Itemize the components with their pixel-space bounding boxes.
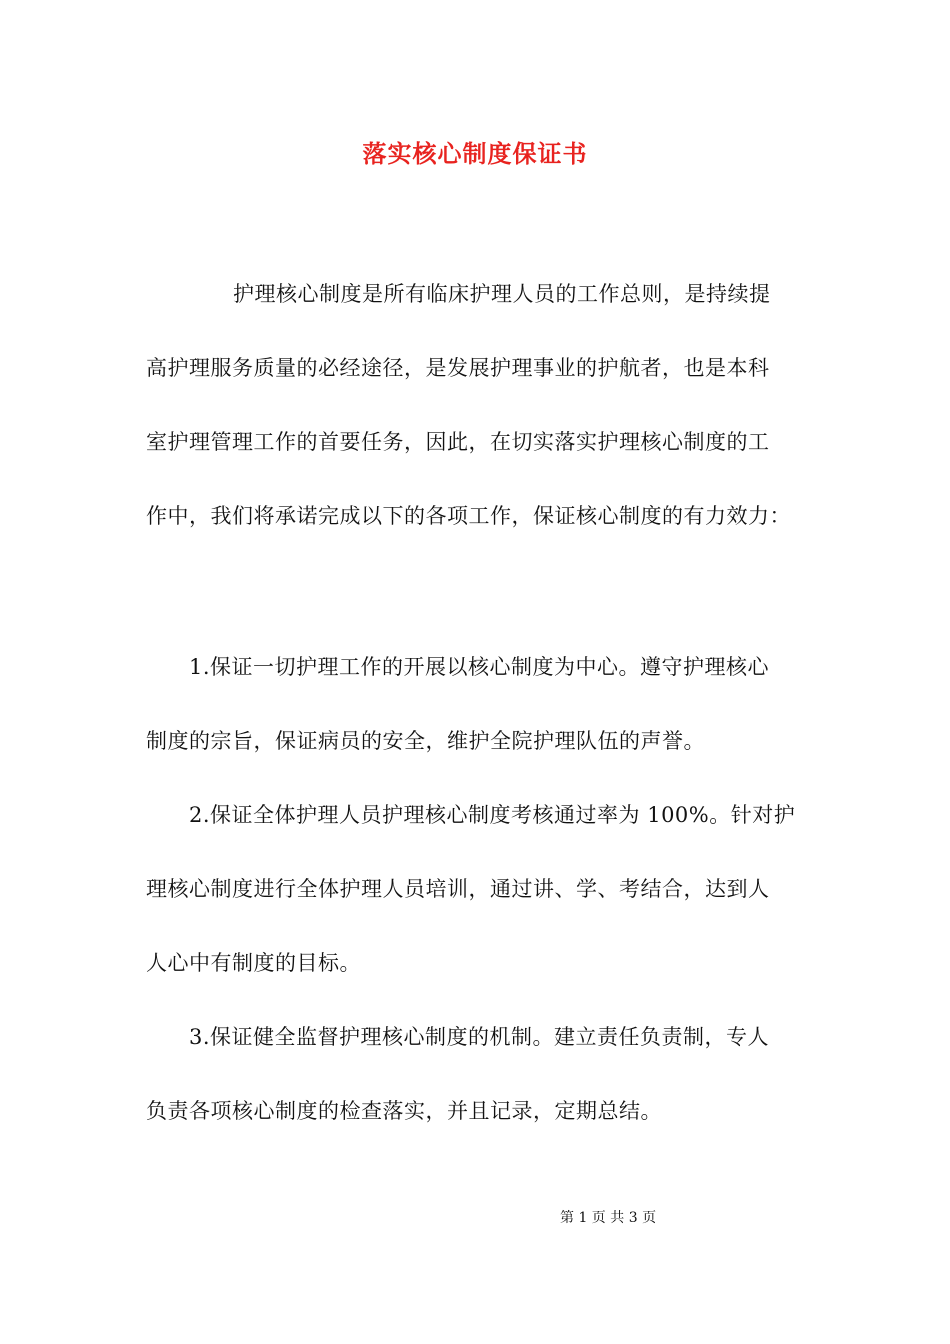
item-3-line-1: 3.保证健全监督护理核心制度的机制。建立责任负责制，专人 xyxy=(189,1025,770,1049)
item-1-line-2: 制度的宗旨，保证病员的安全，维护全院护理队伍的声誉。 xyxy=(146,729,705,753)
intro-line-2: 高护理服务质量的必经途径，是发展护理事业的护航者，也是本科 xyxy=(146,356,770,380)
page-number: 第 1 页 共 3 页 xyxy=(560,1210,657,1226)
item-2-line-3: 人心中有制度的目标。 xyxy=(146,951,361,975)
item-2-line-2: 理核心制度进行全体护理人员培训，通过讲、学、考结合，达到人 xyxy=(146,877,770,901)
document-title: 落实核心制度保证书 xyxy=(362,139,588,168)
intro-line-4: 作中，我们将承诺完成以下的各项工作，保证核心制度的有力效力： xyxy=(146,504,791,528)
intro-line-1: 护理核心制度是所有临床护理人员的工作总则，是持续提 xyxy=(233,282,771,306)
item-3-line-2: 负责各项核心制度的检查落实，并且记录，定期总结。 xyxy=(146,1099,662,1123)
intro-line-3: 室护理管理工作的首要任务，因此，在切实落实护理核心制度的工 xyxy=(146,430,770,454)
item-2-line-1: 2.保证全体护理人员护理核心制度考核通过率为 100%。针对护 xyxy=(189,803,796,827)
item-1-line-1: 1.保证一切护理工作的开展以核心制度为中心。遵守护理核心 xyxy=(189,655,770,679)
